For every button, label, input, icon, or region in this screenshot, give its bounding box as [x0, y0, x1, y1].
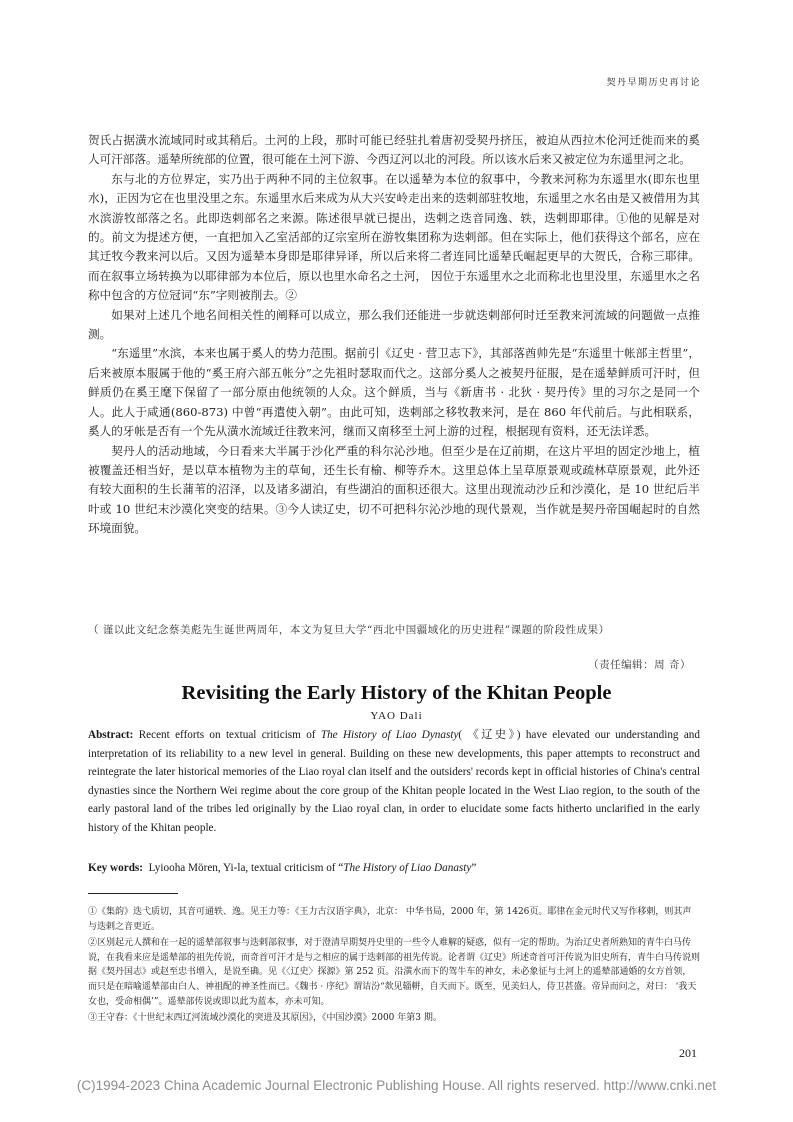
paragraph: 契丹人的活动地域，今日看来大半属于沙化严重的科尔沁沙地。但至少是在辽前期，在这片平坦的固定沙地上，植被覆盖还相当好，是以草本植物为主的草甸，还生长有榆、柳等乔木。这里总体上呈草原景观或疏林草原景观，此外还有较大面积的生长蒲苇的沼泽，以及诸多湖泊，有些湖泊的面积还很大。这里出现流动沙丘和沙漠化，是 10 世纪后半叶或 10 世纪末沙漠化突变的结果。③今人读辽史，切不可把科尔沁沙地的现代景观，当作就是契丹帝国崛起时的自然环境面貌。 [88, 443, 700, 536]
abstract-label: Abstract: [88, 729, 134, 741]
abstract-book-title: The History of Liao Dynasty [320, 729, 459, 741]
body-text [88, 131, 700, 539]
abstract-chinese-title: ( 《辽史》) [458, 729, 521, 741]
abstract-text-rest: have elevated our understanding and interpretation of its reliability to a new level in general. Building on these new developments, this paper attempts to reconstruct and reintegrate the later historical memories of the Liao royal clan itself and the outsiders' records kept in official histories of China's central dynasties since the Northern Wei regime about the core group of the Khitan people located in the West Liao region, to the south of the early pastoral land of the tribes led originally by the Liao royal clan, in order to elucidate some facts hitherto unclarified in the early history of the Khitan people. [88, 729, 700, 834]
keywords-label: Key words: [88, 862, 143, 874]
page-number: 201 [679, 1046, 697, 1060]
footnote: ②区别起元人撰和在一起的遥辇部叙事与迭剌部叙事，对于澄清早期契丹史里的一些令人难解的疑惑，似有一定的帮助。为治辽史者所熟知的青牛白马传说，在我看来应是遥辇部的祖先传说，而奇首可汗才是与之相应的属于迭剌部的祖先传说。论者谓《辽史》所述奇首可汗传说为旧史所有，青牛白马传说则据《契丹国志》或赵至忠书增入，是说至确。见《〈辽史〉探源》第 252 页。沿潢水而下的驾牛车的神女，未必象征与土河上的遥辇部通婚的女方首领，而只是在暗喻遥辇部由白人、神祖配的神圣性而已。《魏书 · 序纪》谓诘汾“欻见辎軿，自天而下。既至，见美妇人，侍卫甚盛。帝异而问之，对曰： ‘我天女也，受命相偶’”。遥辇部传说或即以此为蓝本，亦未可知。 [88, 938, 701, 1007]
english-keywords [88, 862, 700, 874]
abstract-text-start: Recent efforts on textual criticism of [138, 729, 321, 741]
copyright-watermark: (C)1994-2023 China Academic Journal Electronic Publishing House. All rights reserved. http://www.cnki.net [76, 1078, 717, 1093]
english-abstract [88, 726, 700, 838]
footnotes [88, 905, 700, 1028]
responsible-editor: （责任编辑：周 奇） [588, 659, 691, 671]
keywords-text: Lyiooha Mören, Yi-la, textual criticism of “ [148, 862, 344, 874]
english-title: Revisiting the Early History of the Khitan People [181, 682, 612, 704]
dedication-note: （ 谨以此文纪念蔡美彪先生诞世两周年，本文为复旦大学“西北中国疆域化的历史进程”课题的阶段性成果） [88, 624, 610, 636]
paragraph: 贺氏占据潢水流域同时或其稍后。土河的上段，那时可能已经驻扎着唐初受契丹挤压，被迫从西拉木伦河迁徙而来的奚人可汗部落。遥辇所统部的位置，很可能在土河下游、今西辽河以北的河段。所以该水后来又被定位为东遥里河之北。 [88, 133, 700, 167]
paragraph: 如果对上述几个地名间相关性的阐释可以成立，那么我们还能进一步就迭剌部何时迁至教来河流域的问题做一点推测。 [88, 307, 700, 342]
footnote: ③王守春：《十世纪末西辽河流域沙漠化的突进及其原因》，《中国沙漠》2000 年第3 期。 [88, 1013, 442, 1024]
keywords-end: ” [471, 862, 477, 874]
keywords-book-title: The History of Liao Danasty [343, 862, 472, 874]
english-author: YAO Dali [370, 710, 423, 722]
footnote-divider [88, 893, 178, 894]
running-head: 契丹早期历史再讨论 [606, 78, 701, 88]
paragraph: 东与北的方位界定，实乃出于两种不同的主位叙事。在以遥辇为本位的叙事中，今教来河称为东遥里水(即东也里水)，正因为它在也里没里之东。东遥里水后来成为从大兴安岭走出来的迭剌部驻牧地，东遥里之水名由是又被借用为其水滨游牧部落之名。此即迭剌部名之来源。陈述很早就已提出，迭剌之迭音同逸、轶，迭剌即耶律。①他的见解是对的。前文为提述方便，一直把加入乙室活部的辽宗室所在游牧集团称为迭剌部。但在实际上，他们获得这个部名，应在其迁牧今教来河以后。又因为遥辇本身即是耶律异译，所以后来将二者连同比遥辇氏崛起更早的大贺氏，合称三耶律。而在叙事立场转换为以耶律部为本位后，原以也里水命名之土河， 因位于东遥里水之北而称北也里没里，东遥里水之名称中包含的方位冠词“东”字则被削去。② [88, 171, 700, 303]
paragraph: “东遥里”水滨，本来也属于奚人的势力范围。据前引《辽史 · 营卫志下》，其部落酋帅先是“东遥里十帐部主哲里”，后来被原本服属于他的“奚王府六部五帐分”之先祖时瑟取而代之。这部分奚人之被契丹征服，是在遥辇鲜质可汗时，但鲜质仍在奚王麾下保留了一部分原由他统领的人众。这个鲜质，当与《新唐书 · 北狄 · 契丹传》里的习尔之是同一个人。此人于咸通(860-873) 中曾“再遣使入朝”。由此可知，迭剌部之移牧教来河，是在 860 年代前后。与此相联系，奚人的牙帐是否有一个先从潢水流域迁往教来河，继而又南移至土河上游的过程，根据现有资料，还无法详悉。 [88, 346, 700, 439]
footnote: ①《集韵》迭弋质切，其音可通轶、逸。见王力等：《王力古汉语字典》，北京： 中华书局，2000 年，第 1426页。耶律在金元时代又写作移剌，则其声与迭剌之音更近。 [88, 907, 692, 932]
